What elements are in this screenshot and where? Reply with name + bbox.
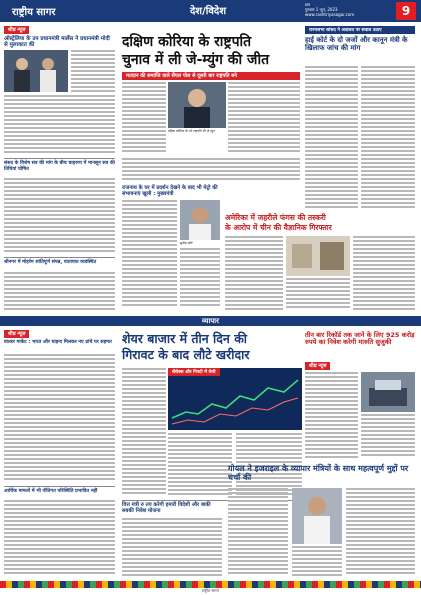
main-subhead: मतदान की समाप्ति वाले सैंपल पोल से दूसरी बार राष्ट्रपति बने — [122, 72, 300, 80]
middle-body-col-1 — [122, 200, 177, 312]
right-tag: राज्यसभा सांसद ने अदालत पर सवाल उठाए — [305, 26, 415, 34]
bottom-lower-headline: गोयल ने इजराइल के व्यापार मंत्रियों के साथ महत्वपूर्ण मुद्दों पर चर्चा की — [228, 464, 409, 483]
left-body-text-3 — [4, 178, 115, 254]
divider — [4, 486, 115, 487]
page-number: 9 — [396, 2, 416, 20]
america-body-col-1 — [225, 236, 283, 312]
america-headline-line1: अमेरिका में जहरीले फंगस की तस्करी — [225, 213, 326, 222]
section-band-label: व्यापार — [202, 317, 219, 325]
main-body-wide — [122, 158, 300, 184]
company-photo — [361, 372, 415, 412]
bottom-main-col-1 — [122, 368, 166, 498]
bottom-right-col-1 — [305, 372, 358, 460]
left-low-headline: श्रीनगर में मोहर्रम शांतिपूर्ण संपन्न, यातायात व्यवस्थित — [4, 260, 97, 265]
meta-line-3: www.rashtriyasagar.com — [305, 12, 355, 17]
left-body-text — [71, 50, 115, 92]
left-body-text-2 — [4, 95, 115, 155]
company-photo-graphic — [361, 372, 415, 412]
america-body-col-3 — [353, 236, 415, 312]
fungus-photo — [286, 236, 350, 276]
newspaper-name: राष्ट्रीय सागर — [12, 7, 56, 18]
section-title: देश/विदेश — [190, 6, 227, 17]
right-headline: हाई कोर्ट के दो जजों और कानून मंत्री के खिलाफ जांच की मांग — [305, 36, 408, 53]
main-body-col-1 — [122, 82, 166, 156]
page-footer: राष्ट्रीय सागर — [201, 588, 220, 593]
divider — [4, 257, 115, 258]
left-mid-headline: संसद के विशेष सत्र की मांग के बीच चाहरणा में मानसून सत्र की तिथियां घोषित — [4, 161, 115, 172]
bottom-headline-line1: शेयर बाजार में तीन दिन की — [122, 331, 248, 346]
left-body-text-4 — [4, 272, 115, 312]
main-headline-line2: चुनाव में ली जे-म्युंग की जीत — [122, 52, 270, 68]
portrait-photo — [180, 200, 220, 240]
meta-line-1: छत्र — [305, 2, 311, 7]
decorative-border — [0, 581, 421, 588]
america-headline-line2: के आरोप में चीन की वैज्ञानिक गिरफ्तार — [225, 223, 332, 232]
portrait-caption: सुप्रीम कोर्ट — [180, 241, 193, 245]
bottom-mid-headline: वित्त मंत्री रु तय करेगी हमारी विदेशी और बाकी सबकी निवेश योजना — [122, 502, 211, 514]
divider — [4, 158, 115, 159]
bottom-left-body-2 — [4, 500, 115, 578]
left-headline: ऑस्ट्रेलिया के उप प्रधानमंत्री मार्लेस ने प्रधानमंत्री मोदी से मुलाकात की — [4, 36, 110, 49]
meeting-photo — [4, 50, 68, 92]
news-tag-bottom: शीघ्र न्यूज — [4, 330, 29, 338]
middle-headline: राजनाथ के घर में प्रदर्शन देखने के बाद भी मेट्रो की संभावनाएं खुली : मुख्यमंत्री — [122, 185, 218, 197]
bottom-headline-line2: गिरावट के बाद लौटे खरीदार — [122, 347, 250, 362]
bottom-right-headline: तीन बार रिकॉर्ड तक जाने के लिए 925 करोड़ रुपये का निवेश करेगी मारुति सुजुकी — [305, 331, 415, 347]
bottom-right-col-2 — [361, 414, 415, 460]
bottom-lower-col-3 — [346, 488, 415, 578]
fungus-photo-graphic — [286, 236, 350, 276]
bottom-left-low-headline: आर्थिक मामलों में भी नीतिगत परिस्थिति प्रभावित नहीं — [4, 489, 98, 494]
masthead-meta — [305, 2, 354, 17]
president-photo-graphic — [168, 82, 226, 128]
president-photo — [168, 82, 226, 128]
minister-photo-graphic — [292, 488, 342, 544]
bottom-lower-col-2 — [292, 546, 342, 578]
bottom-right-tag: शीघ्र न्यूज — [305, 362, 330, 370]
right-body-col-2 — [361, 66, 415, 211]
right-body-col-1 — [305, 66, 358, 211]
america-body-col-2 — [286, 278, 350, 312]
bottom-mid-body — [122, 518, 222, 578]
meta-line-2: गुरुवार 1 जून, 2023 — [305, 7, 338, 12]
photo-caption: दक्षिण कोरिया के नये राष्ट्रपति ली जे-म्युंग — [168, 129, 215, 133]
bottom-left-body — [4, 354, 115, 484]
news-tag: शीघ्र न्यूज — [4, 26, 29, 34]
bottom-left-headline: वाल्डर मार्केट : भारत और चाइना मिलकर नए ढांचे पर सहमत — [4, 340, 112, 345]
bottom-lower-col-1 — [228, 488, 288, 578]
bottom-main-col-2 — [168, 433, 232, 498]
main-headline-line1: दक्षिण कोरिया के राष्ट्रपति — [122, 34, 252, 50]
meeting-photo-graphic — [4, 50, 68, 92]
chart-caption: सेंसेक्स और निफ्टी में तेजी — [168, 368, 220, 376]
market-graphic — [168, 368, 302, 430]
middle-body-col-2 — [180, 248, 220, 312]
minister-photo — [292, 488, 342, 544]
main-body-col-2 — [228, 82, 300, 156]
market-graphic-svg — [168, 368, 302, 430]
portrait-photo-graphic — [180, 200, 220, 240]
